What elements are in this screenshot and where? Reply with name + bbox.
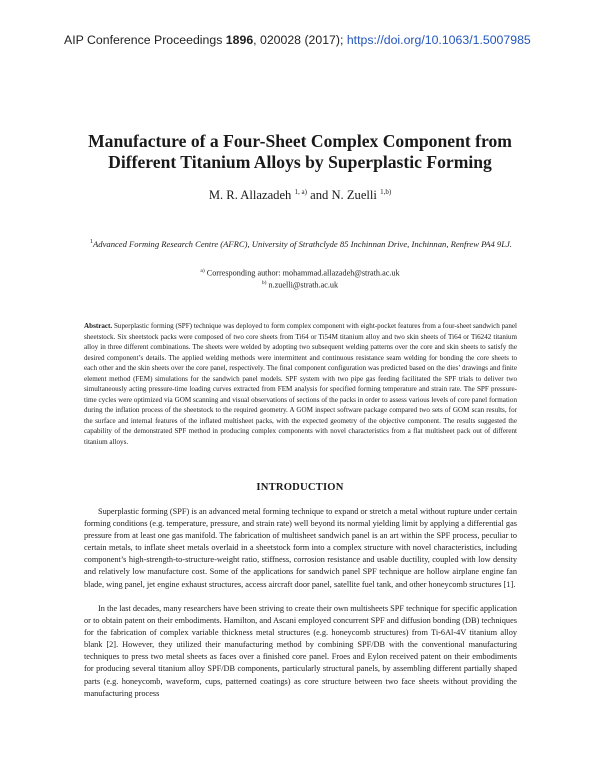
journal-name: AIP Conference Proceedings [64,33,223,47]
author-connector: and [306,188,332,203]
email-marker: a) [200,268,205,274]
citation-line [64,33,544,47]
affiliation-text: Advanced Forming Research Centre (AFRC), University of Strathclyde 85 Inchinnan Drive, Inchinnan, Renfrew PA4 9LJ. [93,238,512,249]
second-email [60,280,540,290]
article-number: , 020028 (2017); [253,33,347,47]
doi-link[interactable]: https://doi.org/10.1063/1.5007985 [346,33,531,47]
email-text[interactable]: Corresponding author: mohammad.allazadeh@strath.ac.uk [206,268,400,278]
author-affiliation-marker: 1, a) [294,188,307,196]
affiliation [80,236,522,250]
body-paragraph: In the last decades, many researchers have been striving to create their own multisheets SPF technique for specific application or to obtain patent on their embodiments. Hamilton, and Ascani employed concurrent SPF and diffusion bonding (DB) techniques for the fabrication of complex variable thickness metal structures (e.g. honeycomb structures) from Ti-6Al-4V titanium alloy blank [2]. However, they utilized their manufacturing method by combining SPF/DB with the conventional manufacturing techniques to press two metal sheets as faces over a finished core panel. Froes and Eylon received patent on their embodiments for producing several titanium alloy SPF/DB components, particularly structural panels, by assembling different partially shaped parts (e.g. honeycomb, waveform, cups, patterned coatings) as core structure between two face sheets without providing the manufacturing process [84,604,517,698]
author-name: N. Zuelli [331,188,377,203]
author-list [60,188,540,203]
body-paragraph: Superplastic forming (SPF) is an advanced metal forming technique to expand or stretch a metal without rupture under certain forming conditions (e.g. temperature, pressure, and strain rate) well beyond its normal yielding limit by applying a differential gas pressure from at least one gas manifold. The fabrication of multisheet sandwich panel is an art within the SPF process, peculiar to certain metals, to inflate sheet metals overlaid in a sheetstock form into a complex structure with novel characteristics, including component’s high-strength-to-structure-weight ratio, stiffness, corrosion resistance and usable ductility, coupled with low density and relatively low manufacture cost. Some of the applications for sandwich panel SPF technique are hollow airplane engine fan blade, wing panel, jet engine exhaust structures, access aircraft door panel, satellite fuel tank, and other honeycomb structures [1]. [84,507,517,589]
section-heading: INTRODUCTION [256,482,344,493]
paper-title: Manufacture of a Four-Sheet Complex Component from Different Titanium Alloys by Superplastic Forming [88,131,512,172]
affiliation-marker: 1 [90,239,94,245]
abstract [84,321,517,447]
abstract-text: Superplastic forming (SPF) technique was deployed to form complex component with eight-pocket features from a four-sheet sandwich panel sheetstock. Six sheetstock packs were composed of two core sheets from Ti64 or Ti54M titanium alloy and two skin sheets of Ti64 or Ti6242 titanium alloy in three different combinations. The sheets were welded by adopting two subsequent welding patterns over the core and skin sheets to satisfy the desired component’s details. The applied welding methods were intermittent and continuous resistance seam welding for bonding the core sheets to each other and the skin sheets over the core panel, respectively. The final component configuration was predicted based on the dies’ drawings and finite element method (FEM) simulations for the sandwich panel models. SPF system with two pipe gas feeding facilitated the SPF trials to deliver two simultaneously acting pressure-time loading curves extracted from FEM analysis for specified forming temperature and strain rate. The SPF pressure-time cycles were optimized via GOM scanning and visual observations of sections of the packs in order to assess various levels of core panel formation during the inflation process of the sheetstock to the required geometry. A GOM inspect software package compared two sets of GOM scan results, for the surface and internal features of the inflated multisheet packs, with the expected geometry of the objective component. The results suggested the capability of the demonstrated SPF method in producing complex components with novel characteristics from a flat multisheet pack out of different titanium alloys. [84,322,517,446]
author-name: M. R. Allazadeh [208,188,292,203]
email-text[interactable]: n.zuelli@strath.ac.uk [268,280,339,290]
email-marker: b) [261,280,267,286]
volume-number: 1896 [225,33,254,47]
corresponding-email [60,268,540,278]
abstract-label: Abstract. [84,322,113,330]
author-affiliation-marker: 1,b) [380,188,392,196]
